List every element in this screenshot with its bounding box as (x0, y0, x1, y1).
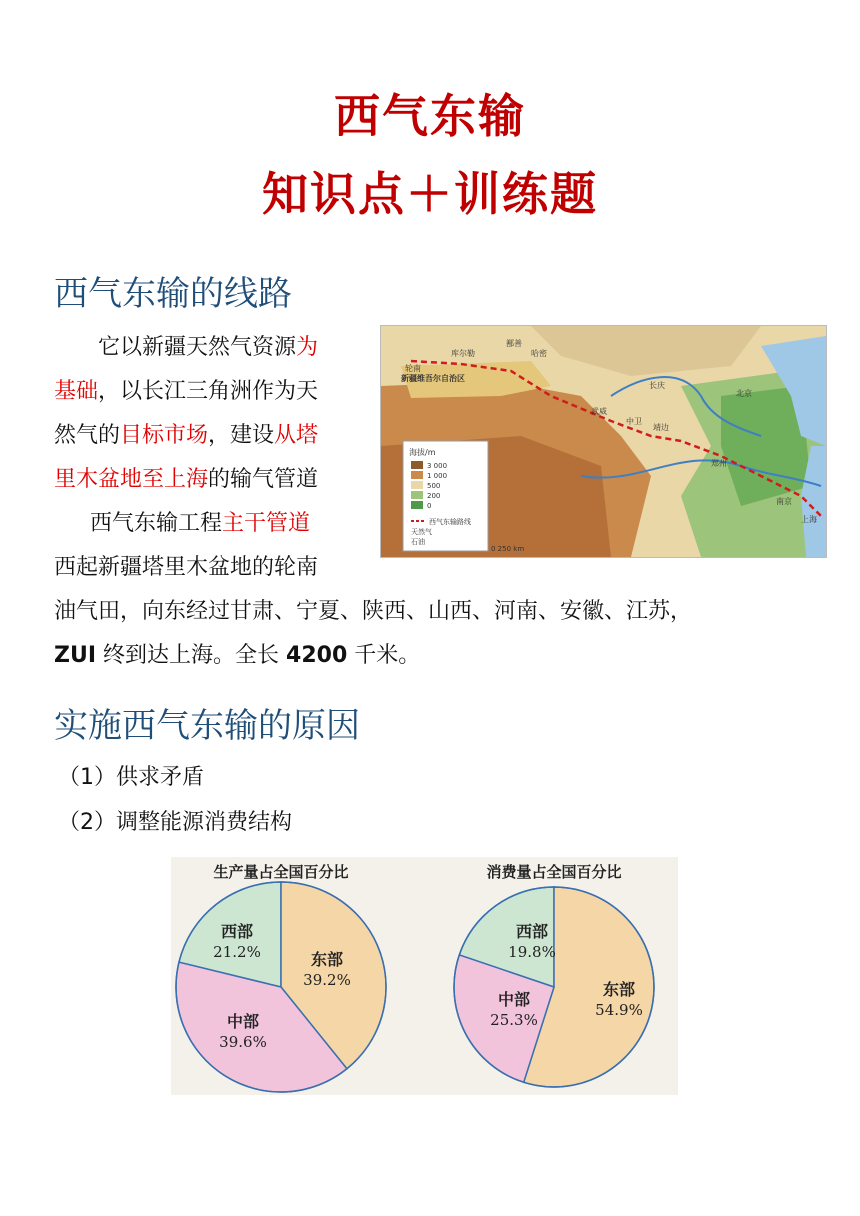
route-line-5: 西气东输工程主干管道 (90, 511, 311, 536)
svg-text:库尔勒: 库尔勒 (451, 349, 475, 358)
svg-text:3 000: 3 000 (427, 462, 448, 470)
pie-title-1: 消费量占全国百分比 (486, 863, 622, 881)
pie-charts (171, 857, 678, 1095)
svg-text:鄯善: 鄯善 (506, 339, 522, 348)
svg-text:哈密: 哈密 (531, 349, 547, 358)
route-line-3: 然气的目标市场，建设从塔 (54, 423, 319, 448)
pie-value-1-1: 54.9% (595, 1001, 643, 1019)
map-scale: 0 250 km (491, 545, 525, 553)
svg-text:长庆: 长庆 (649, 381, 665, 390)
section-heading-reason: 实施西气东输的原因 (54, 706, 360, 746)
region-label: 新疆维吾尔自治区 (401, 374, 465, 383)
svg-text:中卫: 中卫 (626, 417, 642, 426)
pie-label-0-1: 东部 (310, 950, 344, 969)
pie-value-0-1: 39.2% (303, 971, 351, 989)
pie-label-0-2: 中部 (226, 1012, 260, 1031)
svg-text:轮南: 轮南 (405, 364, 421, 373)
route-paragraph (54, 326, 374, 590)
route-paragraph-cont (54, 590, 814, 678)
pie-label-1-0: 西部 (515, 922, 549, 941)
pie-label-1-2: 中部 (497, 990, 531, 1009)
legend-oil: 石油 (411, 538, 425, 546)
page-subtitle: 知识点＋训练题 (262, 167, 598, 221)
pie-label-1-1: 东部 (602, 980, 636, 999)
svg-text:南京: 南京 (776, 497, 792, 506)
route-line-1: 它以新疆天然气资源为 (98, 335, 319, 360)
route-line-6: 西起新疆塔里木盆地的轮南 (54, 555, 319, 580)
route-line-4: 里木盆地至上海的输气管道 (54, 467, 319, 492)
svg-text:西气东输路线: 西气东输路线 (429, 518, 471, 526)
reason-item-1: （1）供求矛盾 (58, 765, 204, 790)
reason-item-2: （2）调整能源消费结构 (58, 810, 292, 835)
svg-text:0: 0 (427, 502, 432, 510)
route-line-7: 油气田，向东经过甘肃、宁夏、陕西、山西、河南、安徽、江苏， (54, 599, 693, 624)
section-heading-route: 西气东输的线路 (54, 274, 292, 314)
route-line-2: 基础，以长江三角洲作为天 (54, 379, 319, 404)
pie-value-0-0: 21.2% (213, 943, 261, 961)
pie-label-0-0: 西部 (220, 922, 254, 941)
pie-value-1-0: 19.8% (508, 943, 556, 961)
svg-text:靖边: 靖边 (653, 423, 669, 432)
legend-gas: 天然气 (411, 528, 432, 536)
page-title: 西气东输 (334, 89, 526, 143)
pie-value-1-2: 25.3% (490, 1011, 538, 1029)
svg-text:500: 500 (427, 482, 441, 490)
svg-text:上海: 上海 (801, 515, 817, 524)
svg-text:1 000: 1 000 (427, 472, 448, 480)
svg-text:郑州: 郑州 (711, 459, 727, 468)
route-map (380, 325, 827, 558)
pie-title-0: 生产量占全国百分比 (213, 863, 349, 881)
svg-text:武威: 武威 (591, 407, 607, 416)
svg-text:200: 200 (427, 492, 441, 500)
route-line-8: ZUI 终到达上海。全长 4200 千米。 (54, 643, 421, 668)
legend-title: 海拔/m (409, 448, 436, 457)
svg-text:北京: 北京 (736, 389, 752, 398)
pie-value-0-2: 39.6% (219, 1033, 267, 1051)
